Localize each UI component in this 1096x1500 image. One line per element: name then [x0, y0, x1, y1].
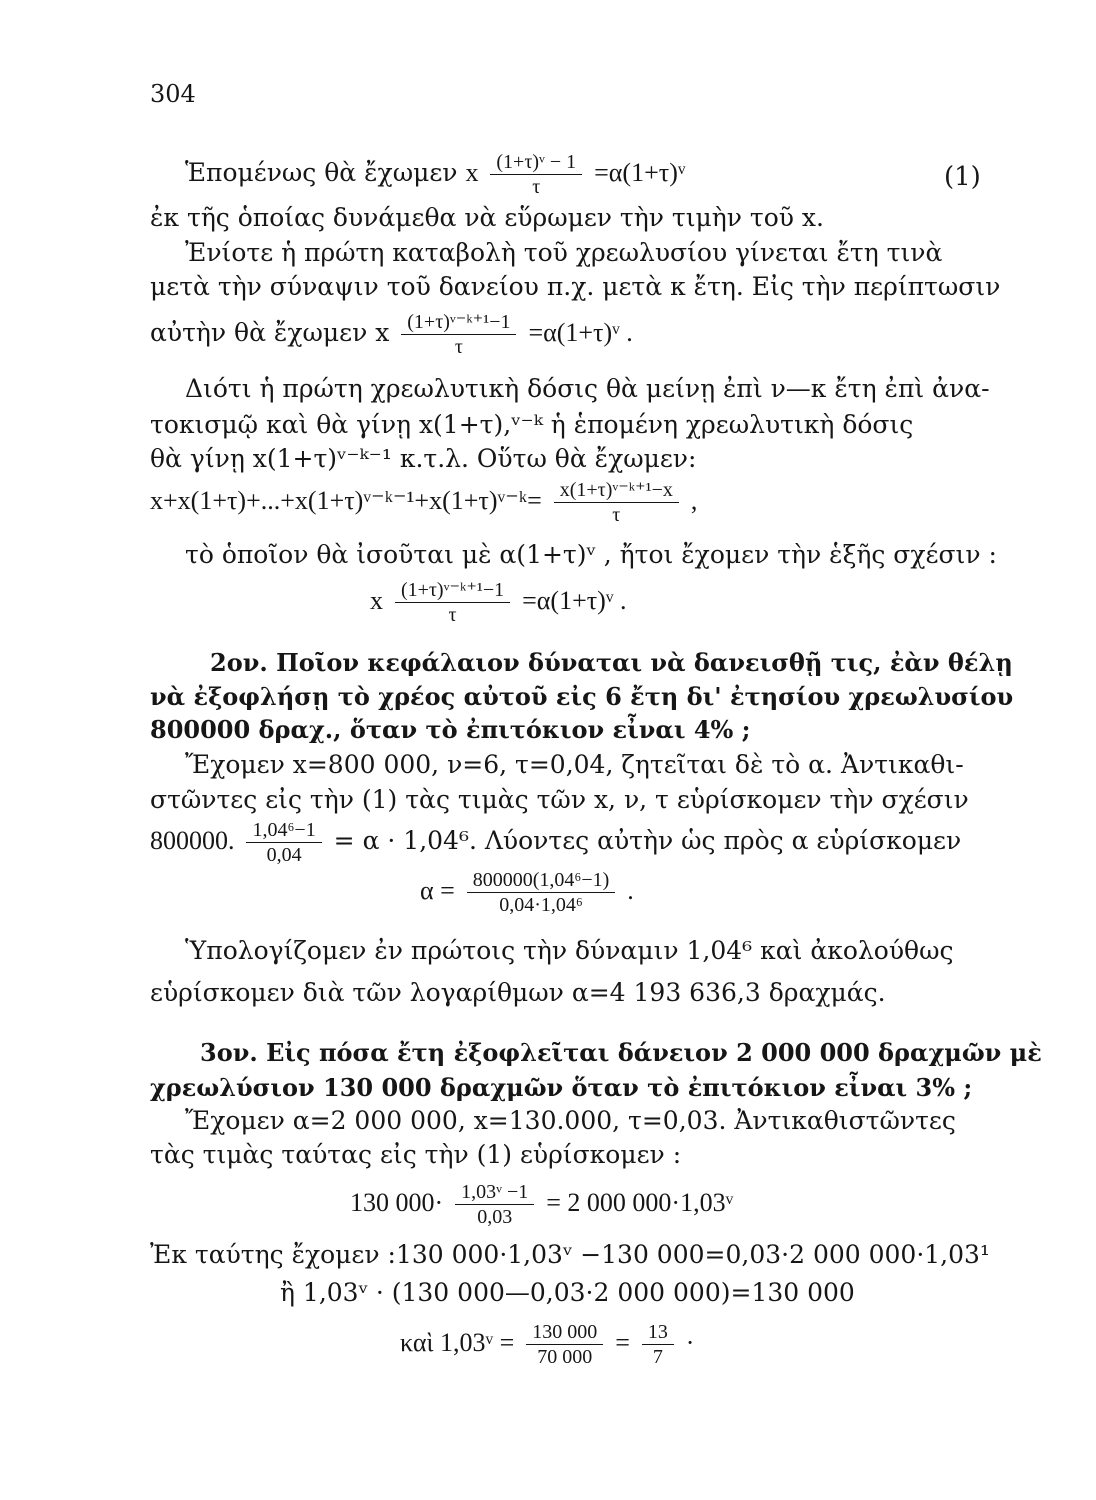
case-rhs: =α(1+τ)ᵛ . — [528, 318, 633, 347]
text-line: ἢ 1,03ᵛ · (130 000—0,03·2 000 000)=130 000 — [280, 1278, 855, 1307]
intro-equation — [185, 150, 686, 199]
eq-numerator: 1,03ᵛ −1 — [455, 1180, 534, 1205]
series-numerator: x(1+τ)ᵛ⁻ᵏ⁺¹−x — [554, 478, 679, 503]
eq-rhs: = α · 1,04⁶. Λύοντες αὐτὴν ὡς πρὸς α εὑρίσκομεν — [333, 826, 962, 855]
case-denominator: τ — [454, 336, 463, 358]
eq-lhs: α = — [420, 876, 455, 905]
text-line: Ἔχομεν x=800 000, ν=6, τ=0,04, ζητεῖται δὲ τὸ α. Ἀντικαθι- — [185, 750, 964, 779]
series-end: , — [690, 486, 698, 515]
intro-text: Ἑπομένως θὰ ἔχωμεν — [185, 158, 458, 187]
eq-denominator: 0,03 — [477, 1206, 513, 1228]
result-denominator: τ — [448, 604, 457, 626]
eq-denominator: 0,04 — [266, 844, 302, 866]
text-line: Διότι ἡ πρώτη χρεωλυτικὴ δόσις θὰ μείνῃ ἐπὶ ν—κ ἔτη ἐπὶ ἀνα- — [185, 374, 990, 403]
result-var: x — [370, 586, 383, 615]
case-text: αὐτὴν θὰ ἔχωμεν x — [150, 318, 390, 347]
problem-3-equation-1 — [350, 1180, 733, 1229]
text-line: τὰς τιμὰς ταύτας εἰς τὴν (1) εὑρίσκομεν : — [150, 1140, 682, 1169]
problem-2-title: 2ον. Ποῖον κεφάλαιον δύναται νὰ δανεισθῇ τις, ἐὰν θέλῃ — [210, 648, 1013, 677]
intro-numerator: (1+τ)ᵛ − 1 — [490, 150, 582, 175]
eq-fraction-2 — [642, 1320, 674, 1369]
eq-rhs: = 2 000 000·1,03ᵛ — [546, 1188, 734, 1217]
text-line: θὰ γίνῃ x(1+τ)ᵛ⁻ᵏ⁻¹ κ.τ.λ. Οὕτω θὰ ἔχωμεν: — [150, 444, 697, 473]
series-fraction — [554, 478, 679, 527]
eq-fraction — [455, 1180, 534, 1229]
eq-numerator: 130 000 — [526, 1320, 603, 1345]
text-line: τὸ ὁποῖον θὰ ἰσοῦται μὲ α(1+τ)ᵛ , ἤτοι ἔχομεν τὴν ἑξῆς σχέσιν : — [185, 540, 997, 569]
case-numerator: (1+τ)ᵛ⁻ᵏ⁺¹−1 — [401, 310, 516, 335]
text-line: Ὑπολογίζομεν ἐν πρώτοις τὴν δύναμιν 1,04⁶ καὶ ἀκολούθως — [185, 936, 954, 965]
text-line: Ἔχομεν α=2 000 000, x=130.000, τ=0,03. Ἀντικαθιστῶντες — [185, 1106, 956, 1135]
problem-2-equation-1 — [150, 818, 961, 867]
result-equation — [370, 578, 626, 627]
text-line: Ἐκ ταύτης ἔχομεν :130 000·1,03ᵛ −130 000=0,03·2 000 000·1,03¹ — [150, 1240, 990, 1269]
eq-denominator: 70 000 — [537, 1346, 593, 1368]
eq-denominator: 0,04·1,04⁶ — [499, 894, 583, 916]
intro-fraction — [490, 150, 582, 199]
equation-number: (1) — [944, 162, 981, 192]
eq-numerator: 13 — [642, 1320, 674, 1345]
eq-numerator: 800000(1,04⁶−1) — [467, 868, 616, 893]
eq-fraction — [467, 868, 616, 917]
result-numerator: (1+τ)ᵛ⁻ᵏ⁺¹−1 — [395, 578, 510, 603]
eq-numerator: 1,04⁶−1 — [246, 818, 321, 843]
eq-lhs: 130 000· — [350, 1188, 444, 1217]
problem-2-title: 800000 δραχ., ὅταν τὸ ἐπιτόκιον εἶναι 4% ; — [150, 715, 751, 744]
eq-lhs: καὶ 1,03ᵛ = — [400, 1328, 515, 1357]
text-line: Ἐνίοτε ἡ πρώτη καταβολὴ τοῦ χρεωλυσίου γίνεται ἔτη τινὰ — [185, 238, 943, 267]
text-line: εὑρίσκομεν διὰ τῶν λογαρίθμων α=4 193 636,3 δραχμάς. — [150, 978, 886, 1007]
series-denominator: τ — [612, 504, 621, 526]
eq-end: . — [627, 876, 634, 905]
problem-3-equation-2 — [400, 1320, 694, 1369]
text-line: μετὰ τὴν σύναψιν τοῦ δανείου π.χ. μετὰ κ ἔτη. Εἰς τὴν περίπτωσιν — [150, 272, 1001, 301]
case-fraction — [401, 310, 516, 359]
series-lhs: x+x(1+τ)+...+x(1+τ)ᵛ⁻ᵏ⁻¹+x(1+τ)ᵛ⁻ᵏ= — [150, 486, 542, 515]
series-equation — [150, 478, 697, 527]
eq-lhs: 800000. — [150, 826, 235, 855]
text-line: τοκισμῷ καὶ θὰ γίνῃ x(1+τ),ᵛ⁻ᵏ ἡ ἑπομένη χρεωλυτικὴ δόσις — [150, 410, 914, 439]
intro-var: x — [465, 158, 479, 187]
case-equation — [150, 310, 633, 359]
problem-3-title: 3ον. Εἰς πόσα ἔτη ἐξοφλεῖται δάνειον 2 000 000 δραχμῶν μὲ — [200, 1038, 1042, 1067]
intro-rhs: =α(1+τ)ᵛ — [594, 158, 686, 187]
result-rhs: =α(1+τ)ᵛ . — [522, 586, 627, 615]
problem-2-equation-2 — [420, 868, 634, 917]
eq-denominator: 7 — [652, 1346, 663, 1368]
problem-3-title: χρεωλύσιον 130 000 δραχμῶν ὅταν τὸ ἐπιτόκιον εἶναι 3% ; — [150, 1073, 973, 1102]
eq-fraction — [246, 818, 321, 867]
page-number: 304 — [150, 80, 196, 108]
eq-end: · — [685, 1328, 695, 1357]
intro-denominator: τ — [532, 176, 541, 198]
eq-fraction-1 — [526, 1320, 603, 1369]
text-line: ἐκ τῆς ὁποίας δυνάμεθα νὰ εὕρωμεν τὴν τιμὴν τοῦ x. — [150, 203, 824, 232]
result-fraction — [395, 578, 510, 627]
problem-2-title: νὰ ἐξοφλήσῃ τὸ χρέος αὐτοῦ εἰς 6 ἔτη δι' ἐτησίου χρεωλυσίου — [150, 682, 1014, 711]
eq-mid: = — [615, 1328, 630, 1357]
text-line: στῶντες εἰς τὴν (1) τὰς τιμὰς τῶν x, ν, τ εὑρίσκομεν τὴν σχέσιν — [150, 785, 969, 814]
